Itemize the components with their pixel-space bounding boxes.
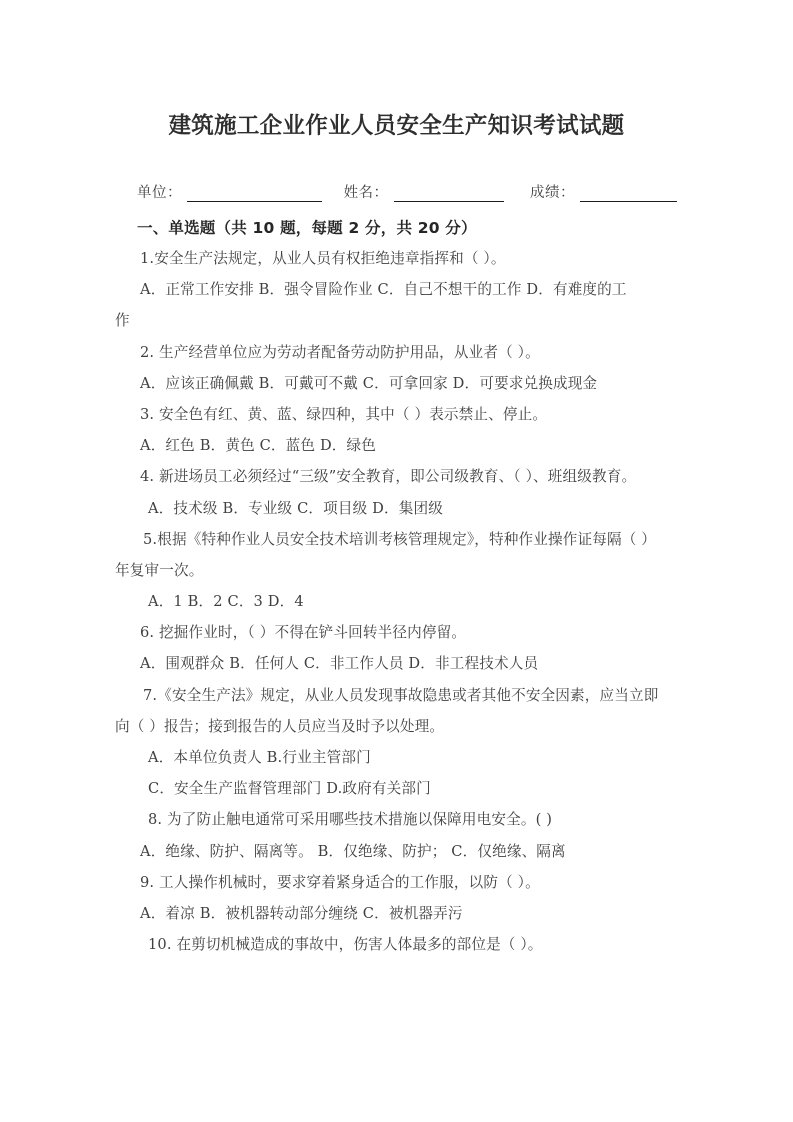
q2-stem: 2. 生产经营单位应为劳动者配备劳动防护用品，从业者（ ）。: [140, 343, 540, 361]
name-label: 姓名：: [343, 185, 389, 201]
q2-options: A．应该正确佩戴 B．可戴可不戴 C．可拿回家 D．可要求兑换成现金: [140, 374, 598, 392]
q8-stem: 8. 为了防止触电通常可采用哪些技术措施以保障用电安全。( ): [148, 811, 553, 829]
exam-meta-row: [137, 181, 677, 202]
unit-field: [137, 181, 322, 202]
q5-options: A．1 B．2 C．3 D．4: [148, 593, 304, 611]
q1-wrap: 作: [115, 312, 130, 330]
unit-label: 单位：: [137, 185, 182, 201]
q7-optionsB: C．安全生产监督管理部门 D.政府有关部门: [148, 780, 431, 798]
questions-block: [0, 243, 793, 960]
q7-optionsA: A．本单位负责人 B.行业主管部门: [148, 749, 371, 766]
q4-options: A．技术级 B．专业级 C．项目级 D．集团级: [148, 499, 443, 517]
q6-stem: 6. 挖掘作业时，（ ）不得在铲斗回转半径内停留。: [140, 624, 467, 642]
score-input[interactable]: [580, 186, 677, 202]
score-label: 成绩：: [530, 185, 575, 201]
q5-wrap: 年复审一次。: [115, 561, 204, 579]
q3-options: A．红色 B．黄色 C．蓝色 D．绿色: [140, 437, 377, 455]
q1-options: A．正常工作安排 B．强令冒险作业 C．自己不想干的工作 D．有难度的工: [140, 281, 627, 299]
q1-stem: 1.安全生产法规定，从业人员有权拒绝违章指挥和（ ）。: [140, 250, 506, 267]
q5-stem: 5.根据《特种作业人员安全技术培训考核管理规定》，特种作业操作证每隔（ ）: [143, 530, 657, 548]
name-input[interactable]: [394, 186, 504, 202]
score-field: [530, 181, 677, 202]
q3-stem: 3. 安全色有红、黄、蓝、绿四种，其中（ ）表示禁止、停止。: [140, 405, 548, 423]
name-field: [344, 181, 504, 202]
q7-stem: 7.《安全生产法》规定，从业人员发现事故隐患或者其他不安全因素，应当立即: [143, 686, 659, 704]
page-title: 建筑施工企业作业人员安全生产知识考试试题: [168, 113, 625, 139]
q4-stem: 4. 新进场员工必须经过“三级”安全教育，即公司级教育、（ ）、班组级教育。: [140, 468, 637, 486]
q9-options: A．着凉 B．被机器转动部分缠绕 C．被机器弄污: [140, 904, 463, 922]
q8-options: A．绝缘、防护、隔离等。 B．仅绝缘、防护； C．仅绝缘、隔离: [140, 842, 566, 860]
unit-input[interactable]: [187, 186, 322, 202]
q6-options: A．围观群众 B．任何人 C．非工作人员 D．非工程技术人员: [140, 655, 539, 673]
section-heading-single-choice: 一、单选题（共 10 题，每题 2 分，共 20 分）: [137, 219, 477, 237]
q7-wrap: 向（ ）报告；接到报告的人员应当及时予以处理。: [115, 717, 445, 735]
q9-stem: 9. 工人操作机械时，要求穿着紧身适合的工作服，以防（ ）。: [140, 873, 540, 891]
q10-stem: 10. 在剪切机械造成的事故中，伤害人体最多的部位是（ ）。: [148, 936, 543, 954]
